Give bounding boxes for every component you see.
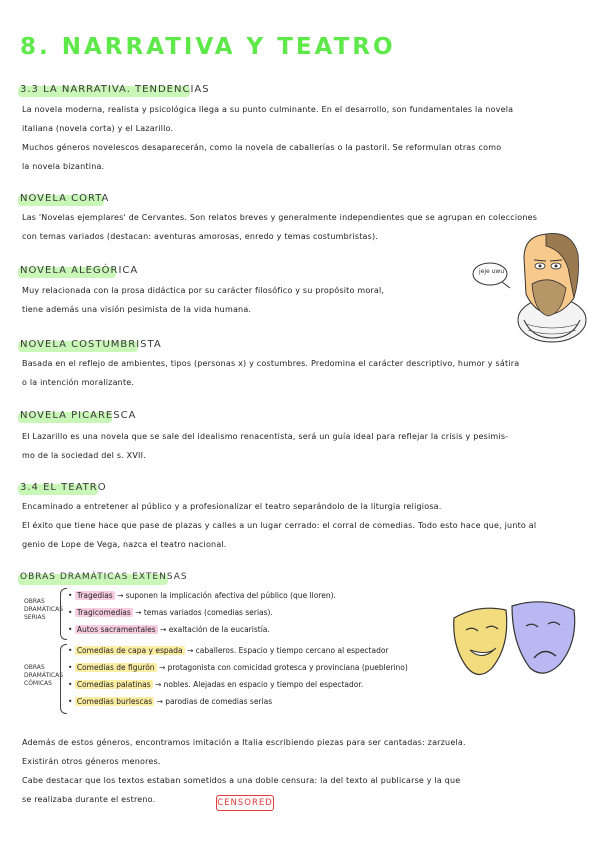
section-heading-teatro: 3.4 EL TEATRO xyxy=(20,482,107,493)
text-line: se realizaba durante el estreno. xyxy=(22,795,156,804)
desc-autos: exaltación de la eucaristía. xyxy=(168,625,270,634)
label-obras-comicas: OBRAS DRAMÁTICAS CÓMICAS xyxy=(24,664,64,687)
term-tragedias: Tragedias xyxy=(76,591,113,600)
text-line: Basada en el reflejo de ambientes, tipos (personas x) y costumbres. Predomina el carácter descriptivo, humor y sátira xyxy=(22,359,520,368)
text-line: o la intención moralizante. xyxy=(22,378,135,387)
section-heading-costumbrista: NOVELA COSTUMBRISTA xyxy=(20,339,162,350)
text-line: mo de la sociedad del s. XVII. xyxy=(22,451,146,460)
desc-tragedias: suponen la implicación afectiva del público (que lloren). xyxy=(125,591,336,600)
desc-figuron: protagonista con comicidad grotesca y provinciana (pueblerino) xyxy=(167,663,408,672)
desc-palatinas: nobles. Alejadas en espacio y tiempo del espectador. xyxy=(163,680,364,689)
censored-stamp: CENSORED xyxy=(216,795,274,811)
text-line: italiana (novela corta) y el Lazarillo. xyxy=(22,124,174,133)
bracket-serias xyxy=(60,588,67,640)
text-line: tiene además una visión pesimista de la vida humana. xyxy=(22,305,252,314)
list-item: • Comedias palatinas → nobles. Alejadas en espacio y tiempo del espectador. xyxy=(68,680,364,689)
section-heading-corta: NOVELA CORTA xyxy=(20,193,110,204)
desc-tragicomedias: temas variados (comedias serias). xyxy=(143,608,273,617)
text-line: con temas variados (destacan: aventuras amorosas, enredo y temas costumbristas). xyxy=(22,232,379,241)
list-item: • Comedias burlescas → parodias de comedias serias xyxy=(68,697,273,706)
section-heading-alegorica: NOVELA ALEGÓRICA xyxy=(20,265,139,276)
list-item: • Autos sacramentales → exaltación de la eucaristía. xyxy=(68,625,270,634)
text-line: Muchos géneros novelescos desaparecerán, como la novela de caballerías o la pastoril. Se reformulan otras como xyxy=(22,143,502,152)
term-autos: Autos sacramentales xyxy=(76,625,156,634)
cervantes-portrait xyxy=(462,228,592,348)
paragraph-costumbrista xyxy=(22,354,587,392)
list-item: • Comedias de figurón → protagonista con comicidad grotesca y provinciana (pueblerino) xyxy=(68,663,408,672)
term-capa-espada: Comedias de capa y espada xyxy=(76,646,183,655)
text-line: Muy relacionada con la prosa didáctica por su carácter filosófico y su propósito moral, xyxy=(22,286,385,295)
paragraph-picaresca xyxy=(22,427,587,465)
text-line: Además de estos géneros, encontramos imitación a Italia escribiendo piezas para ser cantadas: zarzuela. xyxy=(22,738,466,747)
section-heading-obras: OBRAS DRAMÁTICAS EXTENSAS xyxy=(20,572,188,582)
text-line: Cabe destacar que los textos estaban sometidos a una doble censura: la del texto al publicarse y la que xyxy=(22,776,461,785)
list-item: • Tragicomedias → temas variados (comedias serias). xyxy=(68,608,273,617)
text-line: la novela bizantina. xyxy=(22,162,105,171)
list-item: • Comedias de capa y espada → caballeros. Espacio y tiempo cercano al espectador xyxy=(68,646,389,655)
desc-capa-espada: caballeros. Espacio y tiempo cercano al espectador xyxy=(195,646,389,655)
list-serias xyxy=(68,587,368,638)
label-obras-serias: OBRAS DRAMÁTICAS SERIAS xyxy=(24,598,64,621)
text-line: genio de Lope de Vega, nazca el teatro nacional. xyxy=(22,540,227,549)
term-tragicomedias: Tragicomedias xyxy=(76,608,131,617)
text-line: Existirán otros géneros menores. xyxy=(22,757,161,766)
desc-burlescas: parodias de comedias serias xyxy=(165,697,273,706)
paragraph-narrativa xyxy=(22,100,582,176)
text-line: El Lazarillo es una novela que se sale del idealismo renacentista, será un guía ideal para reflejar la crisis y pesimis- xyxy=(22,432,509,441)
list-comicas xyxy=(68,642,448,710)
paragraph-closing xyxy=(22,733,587,809)
bracket-comicas xyxy=(60,644,67,714)
term-palatinas: Comedias palatinas xyxy=(76,680,151,689)
text-line: El éxito que tiene hace que pase de plazas y calles a un lugar cerrado: el corral de comedias. Todo esto hace que, junto al xyxy=(22,521,537,530)
theater-masks-icon xyxy=(448,596,588,686)
term-figuron: Comedias de figurón xyxy=(76,663,155,672)
text-line: Las 'Novelas ejemplares' de Cervantes. Son relatos breves y generalmente independientes que se agrupan en colecciones xyxy=(22,213,538,222)
paragraph-teatro xyxy=(22,497,587,554)
section-heading-narrativa: 3.3 LA NARRATIVA. TENDENCIAS xyxy=(20,84,210,95)
paragraph-alegorica xyxy=(22,281,462,319)
section-heading-picaresca: NOVELA PICARESCA xyxy=(20,410,137,421)
page-title: 8. NARRATIVA Y TEATRO xyxy=(20,34,396,60)
list-item: • Tragedias → suponen la implicación afectiva del público (que lloren). xyxy=(68,591,336,600)
term-burlescas: Comedias burlescas xyxy=(76,697,153,706)
text-line: La novela moderna, realista y psicológica llega a su punto culminante. En el desarrollo, son fundamentales la novela xyxy=(22,105,514,114)
speech-bubble-text: jeje uwu xyxy=(479,268,505,275)
text-line: Encaminado a entretener al público y a profesionalizar el teatro separándolo de la liturgia religiosa. xyxy=(22,502,442,511)
